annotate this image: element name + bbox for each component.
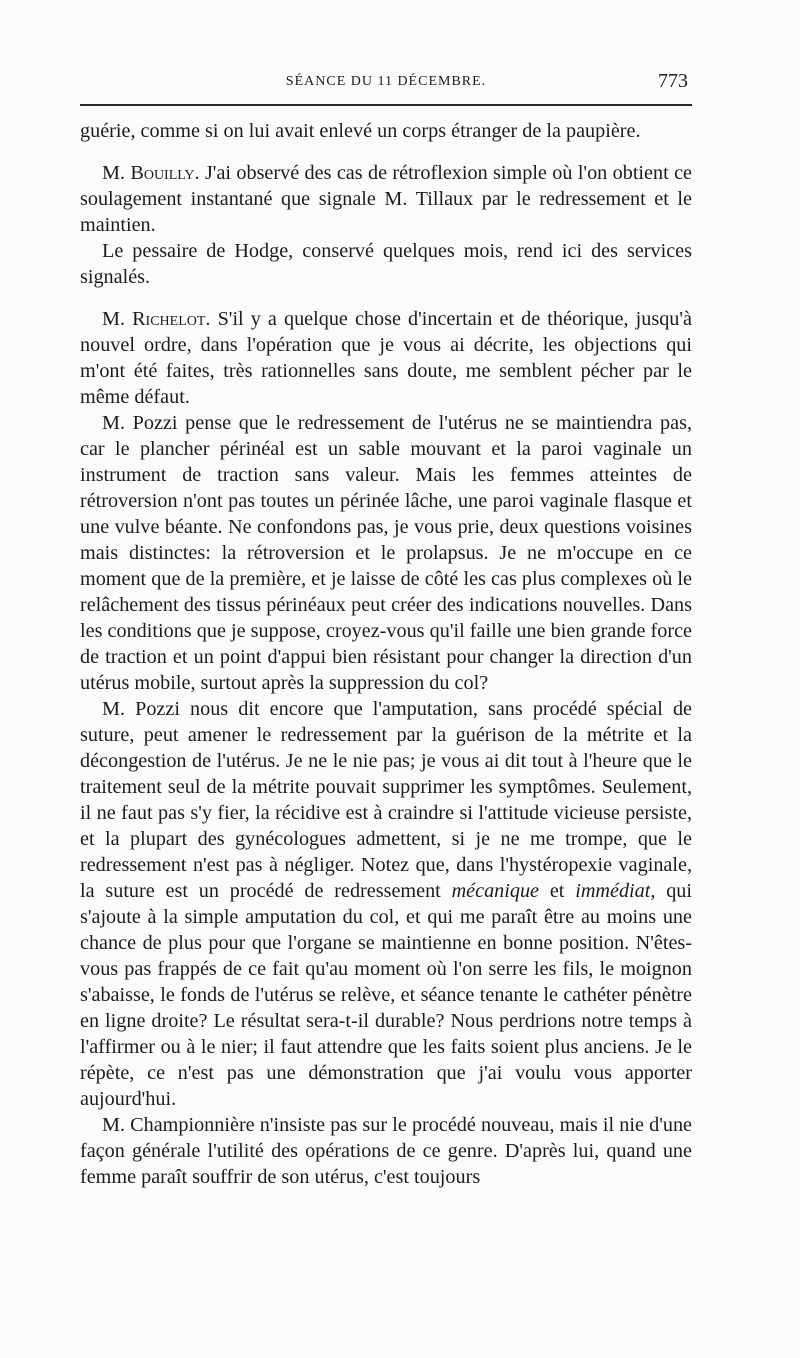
paragraph-hodge: Le pessaire de Hodge, conservé quelques mois, rend ici des services signalés. (80, 240, 692, 288)
paragraph-continuation: guérie, comme si on lui avait enlevé un corps étranger de la paupière. (80, 120, 641, 142)
paragraph-text: et (539, 880, 576, 902)
speaker-name: M. Bouilly. (102, 162, 200, 184)
running-head: SÉANCE DU 11 DÉCEMBRE. (285, 74, 487, 89)
paragraph-text: S'il y a quelque chose d'incertain et de théorique, jusqu'à nouvel ordre, dans l'opération que je vous ai décrite, les objections qui m'ont été faites, très rationnelles sans doute, me semblent pécher par le même défaut. (80, 308, 692, 408)
page-number: 773 (658, 70, 688, 92)
page-header (80, 70, 692, 102)
paragraph-pozzi-2 (80, 696, 692, 1112)
paragraph-text: M. Pozzi nous dit encore que l'amputation, sans procédé spécial de suture, peut amener le redressement par la guérison de la métrite et la décongestion de l'utérus. Je ne le nie pas; je vous ai dit tout à l'heure que le traitement seul de la métrite pouvait supprimer les symptômes. Seulement, il ne faut pas s'y fier, la récidive est à craindre si l'attitude vicieuse persiste, et la plupart des gynécologues admettent, si je ne me trompe, que le redressement n'est pas à négliger. Notez que, dans l'hystéropexie vaginale, la suture est un procédé de redressement (80, 698, 692, 902)
body-text (80, 118, 692, 1190)
speaker-name: M. Richelot. (102, 308, 211, 330)
paragraph-richelot (80, 306, 692, 410)
paragraph-text: , qui s'ajoute à la simple amputation du col, et qui me paraît être au moins une chance de plus pour que l'organe se maintienne en bonne position. N'êtes-vous pas frappés de ce fait qu'au moment où l'on serre les fils, le moignon s'abaisse, le fonds de l'utérus se relève, et séance tenante le cathéter pénètre en ligne droite? Le résultat sera-t-il durable? Nous perdrions notre temps à l'affirmer ou à le nier; il faut attendre que les faits soient plus anciens. Je le répète, ce n'est pas une démonstration que j'ai voulu vous apporter aujourd'hui. (80, 880, 693, 1110)
paragraph-championniere: M. Championnière n'insiste pas sur le procédé nouveau, mais il nie d'une façon générale l'utilité des opérations de ce genre. D'après lui, quand une femme paraît souffrir de son utérus, c'est toujours (80, 1114, 692, 1188)
italic-term: mécanique (451, 880, 540, 902)
italic-term: immédiat (575, 880, 651, 902)
paragraph-text: J'ai observé des cas de rétroflexion simple où l'on obtient ce soulagement instantané que signale M. Tillaux par le redressement et le maintien. (80, 162, 692, 236)
header-rule (80, 104, 692, 106)
paragraph-bouilly (80, 160, 692, 238)
paragraph-pozzi-1: M. Pozzi pense que le redressement de l'utérus ne se maintiendra pas, car le plancher périnéal est un sable mouvant et la paroi vaginale un instrument de traction sans valeur. Mais les femmes atteintes de rétroversion n'ont pas toutes un périnée lâche, une paroi vaginale flasque et une vulve béante. Ne confondons pas, je vous prie, deux questions voisines mais distinctes: la rétroversion et le prolapsus. Je ne m'occupe en ce moment que de la première, et je laisse de côté les cas plus complexes où le relâchement des tissus périnéaux peut créer des indications nouvelles. Dans les conditions que je suppose, croyez-vous qu'il faille une bien grande force de traction et un point d'appui bien résistant pour changer la direction d'un utérus mobile, surtout après la suppression du col? (80, 412, 692, 694)
